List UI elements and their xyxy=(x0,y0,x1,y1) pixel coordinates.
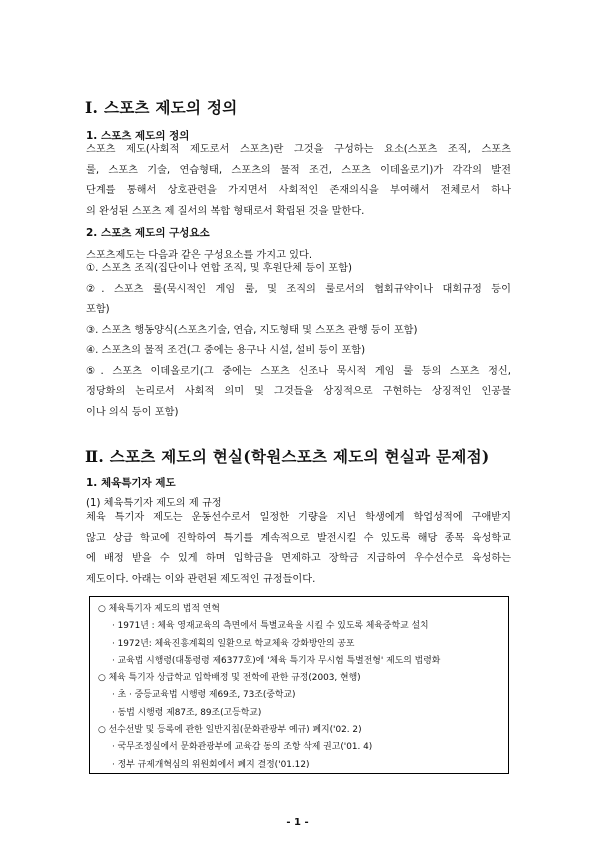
section-2-1-subheading: (1) 체육특기자 제도의 제 규정 xyxy=(86,498,222,509)
list-item: ④. 스포츠의 물적 조건(그 중에는 용구나 시설, 설비 등이 포함) xyxy=(86,345,366,356)
paragraph-line: 단계를 통해서 상호관련을 가지면서 사회적인 존재의식을 부여해서 전체로서 하나 xyxy=(86,185,511,196)
list-item: ②. 스포츠 룰(묵시적인 게임 룰, 및 조직의 룰로서의 협회규약이나 대회규정 등이 xyxy=(86,283,511,295)
list-item: ⑤. 스포츠 이데올로기(그 중에는 스포츠 신조나 묵시적 게임 룰 등의 스포츠 정신, xyxy=(86,365,511,377)
regulation-box xyxy=(89,596,509,774)
list-item-continuation: 이나 의식 등이 포함) xyxy=(86,406,179,418)
paragraph-line: 않고 상급 학교에 진학하여 특기를 계속적으로 발전시킬 수 있도록 해당 종목 육성학교 xyxy=(86,532,511,544)
section-2-title: Ⅱ. 스포츠 제도의 현실(학원스포츠 제도의 현실과 문제점) xyxy=(85,447,490,466)
box-subitem: · 정부 규제개혁심의 위원회에서 폐지 결정('01.12) xyxy=(112,759,310,770)
paragraph-line: 의 완성된 스포츠 제 질서의 복합 형태로서 확립된 것을 말한다. xyxy=(86,205,365,217)
box-subitem: · 동법 시행령 제87조, 89조(고등학교) xyxy=(112,707,262,718)
page-number: - 1 - xyxy=(286,817,309,828)
box-item: ○ 체육특기자 제도의 법적 연혁 xyxy=(98,604,220,614)
paragraph-line: 룰, 스포츠 기술, 연습형태, 스포츠의 물적 조건, 스포츠 이데올로기)가 각각의 발전 xyxy=(86,164,511,176)
list-item-continuation: 포함) xyxy=(86,304,110,315)
section-1-title: Ⅰ. 스포츠 제도의 정의 xyxy=(85,98,238,117)
paragraph-line: 체육 특기자 제도는 운동선수로서 일정한 기량을 지닌 학생에게 학업성적에 구애받지 xyxy=(86,512,511,523)
section-2-1-heading: 1. 체육특기자 제도 xyxy=(86,477,176,489)
box-item: ○ 선수선발 및 등록에 관한 일반지침(문화관광부 예규) 폐지('02. 2) xyxy=(98,725,362,736)
section-1-1-paragraph xyxy=(86,140,511,222)
box-subitem: · 국무조정실에서 문화관광부에 교육감 동의 조항 삭제 권고('01. 4) xyxy=(112,742,373,753)
paragraph-line: 스포츠 제도(사회적 제도로서 스포츠)란 그것을 구성하는 요소(스포츠 조직, 스포츠 xyxy=(86,144,511,155)
paragraph-line: 제도이다. 아래는 이와 관련된 제도적인 규정들이다. xyxy=(86,573,316,585)
box-subitem: · 1971년 : 체육 영재교육의 측면에서 특별교육을 시킬 수 있도록 체육중학교 설치 xyxy=(112,621,429,632)
section-1-2-intro: 스포츠제도는 다음과 같은 구성요소를 가지고 있다. xyxy=(86,250,313,261)
section-1-2-heading: 2. 스포츠 제도의 구성요소 xyxy=(86,227,210,239)
box-subitem: · 초 · 중등교육법 시행령 제69조, 73조(중학교) xyxy=(112,690,296,701)
box-subitem: · 1972년: 체육진흥계획의 일환으로 학교체육 강화방안의 공포 xyxy=(112,638,355,649)
box-subitem: · 교육법 시행령(대통령령 제6377호)에 '체육 특기자 무시험 특별전형' 제도의 법령화 xyxy=(112,655,441,666)
paragraph-line: 에 배정 받을 수 있게 하며 입학금을 면제하고 장학금 지급하여 우수선수로 육성하는 xyxy=(86,553,511,564)
list-item: ①. 스포츠 조직(집단이나 연합 조직, 및 후원단체 등이 포함) xyxy=(86,263,352,274)
list-item-continuation: 정당화의 논리로서 사회적 의미 및 그것들을 상징적으로 구현하는 상징적인 인공물 xyxy=(86,386,511,397)
component-list xyxy=(86,259,511,423)
section-2-1-paragraph xyxy=(86,508,511,590)
section-1-1-heading: 1. 스포츠 제도의 정의 xyxy=(86,130,190,142)
list-item: ③. 스포츠 행동양식(스포츠기술, 연습, 지도형태 및 스포츠 관행 등이 포함) xyxy=(86,324,418,336)
box-item: ○ 체육 특기자 상급학교 입학배정 및 전학에 관한 규정(2003, 현행) xyxy=(98,673,361,684)
